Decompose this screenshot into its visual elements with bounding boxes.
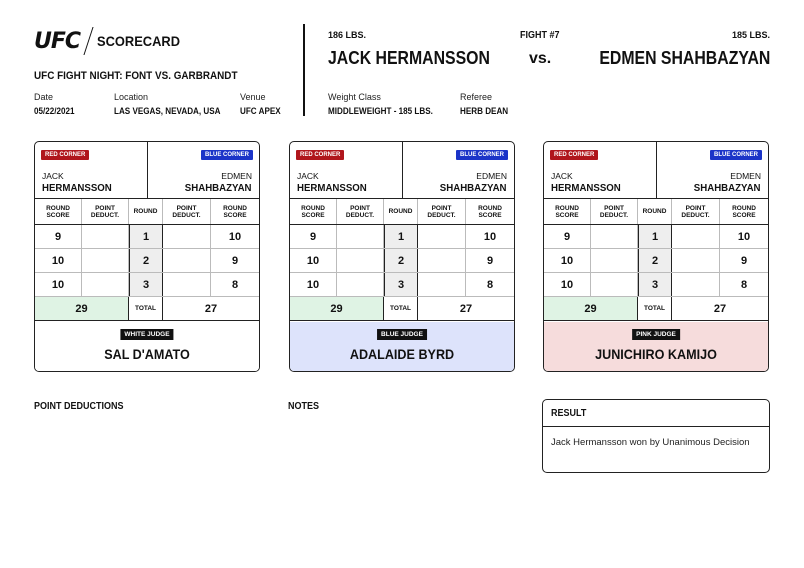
blue-round-score: 10 xyxy=(737,230,751,243)
red-point-deduct-header: POINT DEDUCT. xyxy=(82,199,129,224)
round-row xyxy=(35,225,259,249)
judge-block xyxy=(35,322,259,372)
blue-corner-name xyxy=(434,170,507,194)
judge-scorecard-1 xyxy=(34,141,260,372)
total-label: TOTAL xyxy=(129,297,163,320)
date-value: 05/22/2021 xyxy=(34,106,75,116)
result-text: Jack Hermansson won by Unanimous Decision xyxy=(551,437,750,448)
judge-block xyxy=(290,322,514,372)
vs-label: vs. xyxy=(529,50,552,67)
round-row xyxy=(290,273,514,297)
blue-point-deduct xyxy=(163,273,211,296)
red-round-score: 10 xyxy=(35,249,82,272)
round-row xyxy=(35,273,259,297)
red-total: 29 xyxy=(35,297,129,320)
score-header-row xyxy=(290,199,514,225)
red-last-name: HERMANSSON xyxy=(297,182,367,194)
judge-tag: PINK JUDGE xyxy=(632,329,680,340)
venue-block xyxy=(240,92,285,116)
blue-point-deduct xyxy=(163,225,211,248)
round-number: 1 xyxy=(129,225,163,248)
red-total: 29 xyxy=(544,297,638,320)
red-point-deduct xyxy=(591,273,638,296)
blue-first-name: EDMEN xyxy=(221,171,252,181)
venue-label: Venue xyxy=(240,92,266,102)
round-header: ROUND xyxy=(384,199,418,224)
blue-last-name: SHAHBAZYAN xyxy=(185,182,252,194)
judge-tag: WHITE JUDGE xyxy=(120,329,173,340)
round-header: ROUND xyxy=(129,199,163,224)
date-label: Date xyxy=(34,92,54,102)
red-round-score: 10 xyxy=(35,273,82,296)
score-header-row xyxy=(35,199,259,225)
round-row xyxy=(290,225,514,249)
blue-last-name: SHAHBAZYAN xyxy=(440,182,507,194)
date-block xyxy=(34,92,79,116)
red-round-score-header: ROUND SCORE xyxy=(290,199,337,224)
red-last-name: HERMANSSON xyxy=(551,182,621,194)
round-number: 1 xyxy=(638,225,672,248)
location-value: LAS VEGAS, NEVADA, USA xyxy=(114,106,221,116)
round-row xyxy=(544,273,768,297)
red-corner-badge: RED CORNER xyxy=(296,150,344,160)
doc-type: SCORECARD xyxy=(97,33,181,49)
red-point-deduct xyxy=(82,225,129,248)
blue-weight: 185 LBS. xyxy=(731,30,770,40)
round-number: 1 xyxy=(384,225,418,248)
blue-round-score-header: ROUND SCORE xyxy=(732,204,756,219)
blue-point-deduct xyxy=(418,273,466,296)
round-row xyxy=(544,249,768,273)
red-fighter-name: JACK HERMANSSON xyxy=(328,48,490,68)
blue-round-score: 9 xyxy=(740,254,748,267)
red-first-name: JACK xyxy=(297,171,319,181)
score-header-row xyxy=(544,199,768,225)
red-first-name: JACK xyxy=(551,171,573,181)
blue-first-name: EDMEN xyxy=(476,171,507,181)
red-point-deduct-header: POINT DEDUCT. xyxy=(337,199,384,224)
round-number: 3 xyxy=(638,273,672,296)
red-round-score: 10 xyxy=(290,249,337,272)
blue-total: 27 xyxy=(459,302,473,315)
red-point-deduct-header: POINT DEDUCT. xyxy=(591,199,638,224)
red-round-score: 10 xyxy=(290,273,337,296)
round-header: ROUND xyxy=(638,199,672,224)
blue-round-score: 9 xyxy=(231,254,239,267)
red-point-deduct xyxy=(337,225,384,248)
score-grid xyxy=(544,199,768,321)
blue-round-score: 8 xyxy=(740,278,748,291)
judge-block xyxy=(544,322,768,372)
round-number: 2 xyxy=(384,249,418,272)
blue-round-score: 9 xyxy=(486,254,494,267)
total-label: TOTAL xyxy=(638,297,672,320)
blue-first-name: EDMEN xyxy=(730,171,761,181)
red-weight: 186 LBS. xyxy=(328,30,367,40)
blue-corner-name xyxy=(179,170,252,194)
round-row xyxy=(35,249,259,273)
judge-name: SAL D'AMATO xyxy=(104,346,190,362)
card-header xyxy=(544,142,768,199)
blue-point-deduct xyxy=(672,225,720,248)
red-point-deduct xyxy=(591,249,638,272)
score-grid xyxy=(35,199,259,321)
location-block xyxy=(114,92,232,116)
judge-tag: BLUE JUDGE xyxy=(377,329,427,340)
red-first-name: JACK xyxy=(42,171,64,181)
round-row xyxy=(544,225,768,249)
round-row xyxy=(290,249,514,273)
round-number: 3 xyxy=(129,273,163,296)
logo-divider xyxy=(83,27,93,55)
ufc-logo xyxy=(34,26,187,56)
blue-corner-badge: BLUE CORNER xyxy=(710,150,762,160)
blue-point-deduct xyxy=(418,249,466,272)
red-point-deduct xyxy=(82,273,129,296)
red-corner-badge: RED CORNER xyxy=(41,150,89,160)
total-row xyxy=(35,297,259,321)
red-corner-badge: RED CORNER xyxy=(550,150,598,160)
result-box xyxy=(542,399,770,473)
blue-round-score: 10 xyxy=(228,230,242,243)
red-point-deduct xyxy=(591,225,638,248)
blue-round-score: 8 xyxy=(486,278,494,291)
red-point-deduct xyxy=(82,249,129,272)
red-total: 29 xyxy=(290,297,384,320)
round-number: 3 xyxy=(384,273,418,296)
round-number: 2 xyxy=(638,249,672,272)
red-round-score: 10 xyxy=(544,273,591,296)
event-title: UFC FIGHT NIGHT: FONT VS. GARBRANDT xyxy=(34,70,238,82)
red-round-score: 9 xyxy=(544,225,591,248)
weight-class-label: Weight Class xyxy=(328,92,381,102)
judge-name: JUNICHIRO KAMIJO xyxy=(595,346,717,362)
blue-last-name: SHAHBAZYAN xyxy=(694,182,761,194)
red-point-deduct xyxy=(337,249,384,272)
red-corner-name xyxy=(297,170,373,194)
blue-total: 27 xyxy=(713,302,727,315)
brand-wordmark: UFC xyxy=(34,28,81,54)
judge-scorecard-3 xyxy=(543,141,769,372)
result-title: RESULT xyxy=(551,408,587,419)
blue-point-deduct xyxy=(672,273,720,296)
card-header xyxy=(290,142,514,199)
blue-total: 27 xyxy=(204,302,218,315)
blue-point-deduct xyxy=(672,249,720,272)
red-round-score: 9 xyxy=(290,225,337,248)
red-round-score-header: ROUND SCORE xyxy=(544,199,591,224)
blue-round-score-header: ROUND SCORE xyxy=(478,204,502,219)
referee-block xyxy=(460,92,514,116)
blue-point-deduct-header: POINT DEDUCT. xyxy=(163,199,211,224)
blue-corner-name xyxy=(688,170,761,194)
fight-number: FIGHT #7 xyxy=(520,30,560,41)
red-round-score-header: ROUND SCORE xyxy=(35,199,82,224)
blue-point-deduct-header: POINT DEDUCT. xyxy=(672,199,720,224)
weight-class-block xyxy=(328,92,445,116)
total-row xyxy=(290,297,514,321)
header-divider xyxy=(303,24,305,116)
blue-corner-badge: BLUE CORNER xyxy=(201,150,253,160)
venue-value: UFC APEX xyxy=(240,106,281,116)
blue-round-score: 10 xyxy=(483,230,497,243)
blue-fighter-name: EDMEN SHAHBAZYAN xyxy=(598,48,770,68)
blue-corner-badge: BLUE CORNER xyxy=(456,150,508,160)
blue-round-score-header: ROUND SCORE xyxy=(223,204,247,219)
total-label: TOTAL xyxy=(384,297,418,320)
referee-label: Referee xyxy=(460,92,493,102)
notes-title: NOTES xyxy=(288,401,320,412)
red-last-name: HERMANSSON xyxy=(42,182,112,194)
blue-round-score: 8 xyxy=(231,278,239,291)
blue-point-deduct xyxy=(418,225,466,248)
blue-point-deduct xyxy=(163,249,211,272)
referee-value: HERB DEAN xyxy=(460,106,509,116)
total-row xyxy=(544,297,768,321)
red-point-deduct xyxy=(337,273,384,296)
point-deductions-title: POINT DEDUCTIONS xyxy=(34,401,124,412)
judge-scorecard-2 xyxy=(289,141,515,372)
weight-class-value: MIDDLEWEIGHT - 185 LBS. xyxy=(328,106,433,116)
red-round-score: 9 xyxy=(35,225,82,248)
score-grid xyxy=(290,199,514,321)
round-number: 2 xyxy=(129,249,163,272)
card-header xyxy=(35,142,259,199)
red-corner-name xyxy=(42,170,118,194)
location-label: Location xyxy=(114,92,149,102)
blue-point-deduct-header: POINT DEDUCT. xyxy=(418,199,466,224)
red-round-score: 10 xyxy=(544,249,591,272)
red-corner-name xyxy=(551,170,627,194)
judge-name: ADALAIDE BYRD xyxy=(349,346,455,362)
